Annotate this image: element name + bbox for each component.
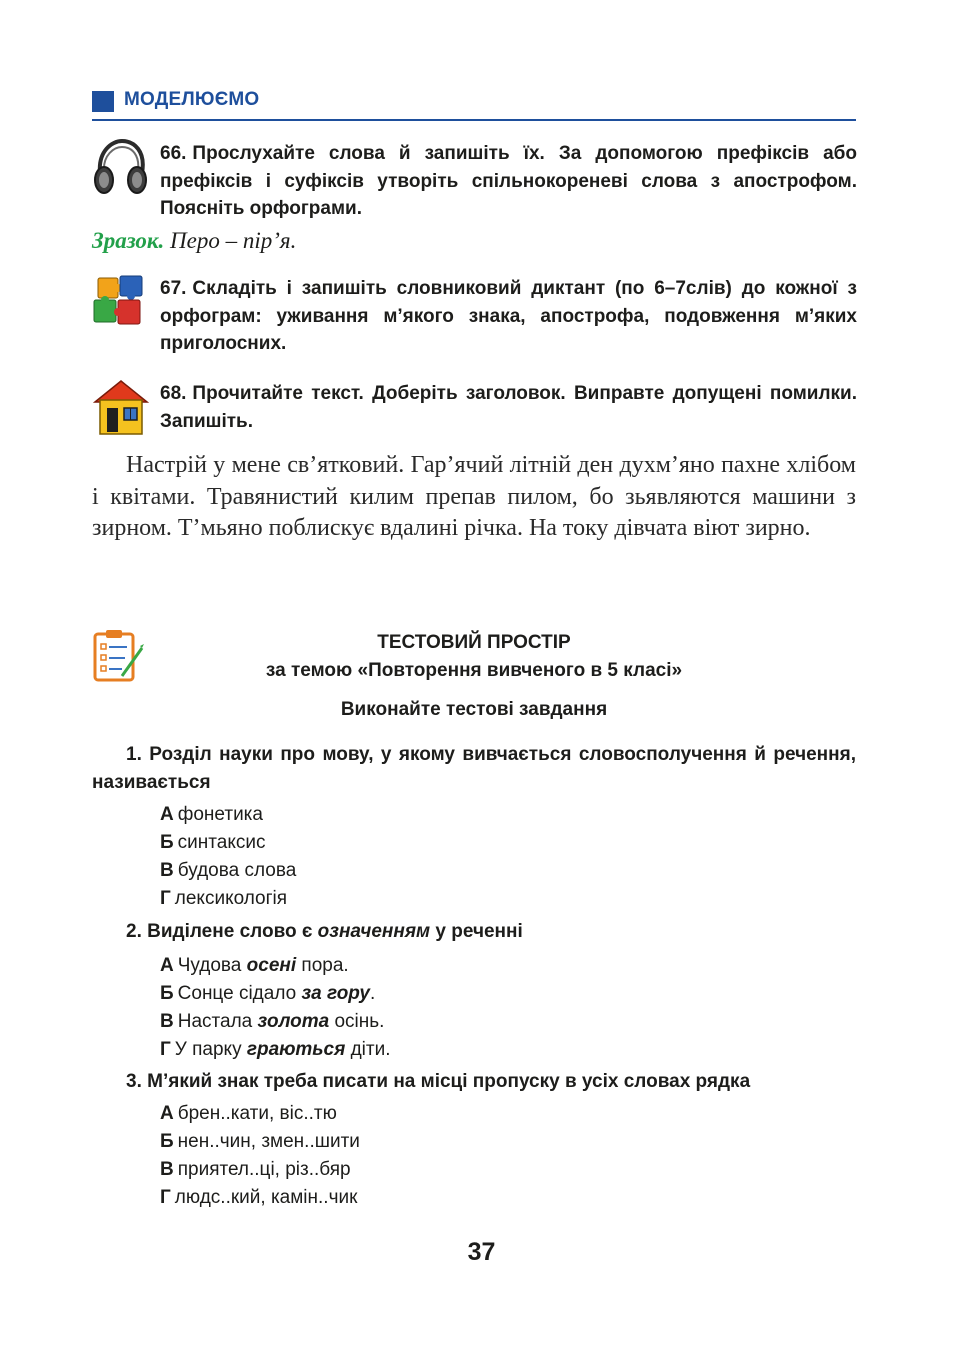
sample xyxy=(92,228,296,254)
option: В будова слова xyxy=(160,860,297,881)
option: Г людс..кий, камін..чик xyxy=(160,1187,358,1208)
task-text: Прослухайте слова й запишіть їх. За допомогою префіксів або префіксів і суфіксів утворіть спільнокореневі слова з апострофом. Поясніть орфограми. xyxy=(160,143,857,219)
passage-text: Настрій у мене св’ятковий. Гар’ячий літній ден духм’яно пахне хлібом і квітами. Травянистий килим препав пилом, бо зьявляются машини з зирном. Т’мьяно поблискує вдалині річка. На току дівчата віют зирно. xyxy=(92,452,856,541)
option: Б синтаксис xyxy=(160,832,266,853)
sample-text: Перо – пір’я. xyxy=(164,228,297,253)
headphones-icon xyxy=(90,137,150,197)
section-marker xyxy=(92,91,114,112)
task-68 xyxy=(160,380,857,435)
task-number: 68. xyxy=(160,383,187,404)
option: В приятел..ці, різ..бяр xyxy=(160,1159,351,1180)
task-text: Прочитайте текст. Доберіть заголовок. Виправте допущені помилки. Запишіть. xyxy=(160,383,857,432)
question-3: 3. М’який знак треба писати на місці пропуску в усіх словах рядка xyxy=(126,1071,751,1092)
sample-label: Зразок. xyxy=(92,228,165,253)
test-instruction: Виконайте тестові завдання xyxy=(340,699,608,720)
section-title: МОДЕЛЮЄМО xyxy=(124,89,260,110)
option: В Настала золота осінь. xyxy=(160,1011,385,1032)
house-icon xyxy=(93,378,149,436)
option: Г У парку граються діти. xyxy=(160,1039,391,1060)
task-67 xyxy=(160,275,857,358)
task-text: Складіть і запишіть словниковий диктант (по 6–7слів) до кожної з орфограм: уживання м’якого знака, апострофа, подовження м’яких приголосних. xyxy=(160,278,857,354)
option: А брен..кати, віс..тю xyxy=(160,1103,337,1124)
task-66 xyxy=(160,140,857,223)
task-number: 66. xyxy=(160,143,187,164)
page-number: 37 xyxy=(467,1238,496,1266)
test-title: ТЕСТОВИЙ ПРОСТІР xyxy=(377,632,571,653)
question-2: 2. Виділене слово є означенням у реченні xyxy=(126,921,523,942)
option: А фонетика xyxy=(160,804,263,825)
test-subtitle: за темою «Повторення вивченого в 5 класі» xyxy=(265,660,683,681)
option: Б нен..чин, змен..шити xyxy=(160,1131,360,1152)
option: Б Сонце сідало за гору. xyxy=(160,983,376,1004)
question-1: 1. Розділ науки про мову, у якому вивчається словосполучення й речення, називається xyxy=(92,744,856,793)
option: А Чудова осені пора. xyxy=(160,955,349,976)
puzzle-icon xyxy=(90,272,152,332)
task-number: 67. xyxy=(160,278,187,299)
section-divider xyxy=(92,119,856,121)
option: Г лексикологія xyxy=(160,888,288,909)
